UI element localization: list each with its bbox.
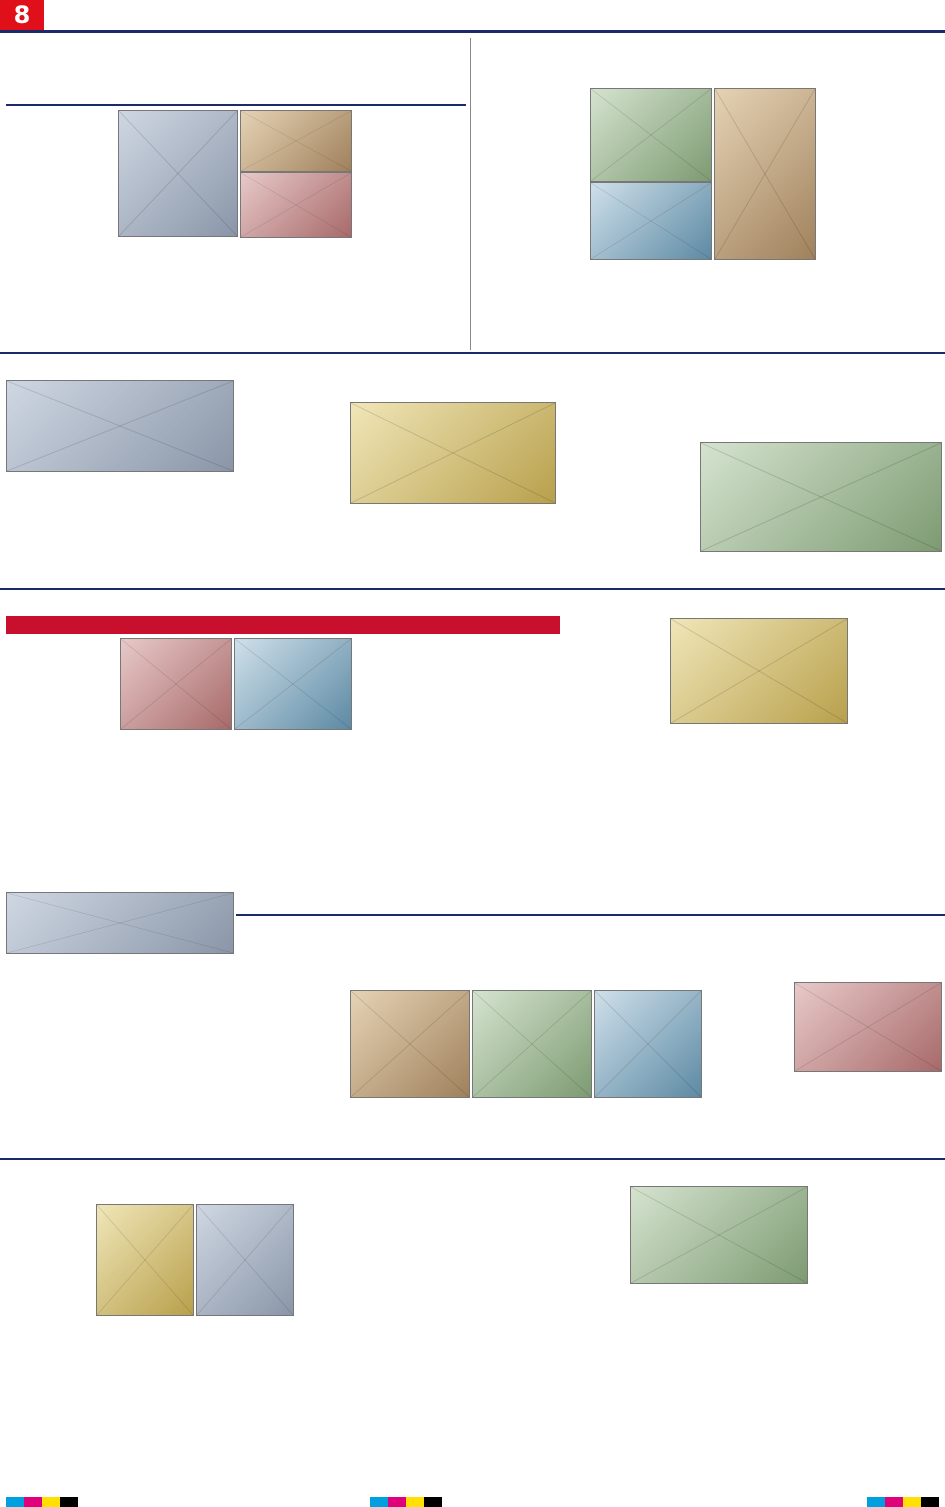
print-registration-center — [370, 1497, 442, 1507]
subheadline-a6 — [6, 616, 560, 634]
photo-a1-gathering — [240, 172, 352, 238]
photo-a9-honour — [472, 990, 592, 1098]
body-a6-col1 — [6, 638, 116, 838]
subheadline-a9 — [240, 970, 700, 986]
headline-a9 — [240, 918, 700, 968]
subheadline-a1 — [6, 112, 114, 172]
body-a10-col2 — [706, 1074, 940, 1156]
section-rule — [236, 914, 945, 916]
body-a9-col1 — [240, 990, 344, 1156]
photo-a6-rally — [234, 638, 352, 730]
body-a11-col1 — [6, 1204, 92, 1490]
headline-a6 — [6, 592, 560, 614]
page-header — [0, 0, 945, 33]
body-a2-col3 — [818, 88, 940, 350]
headline-a8 — [6, 842, 232, 876]
section-rule — [0, 352, 945, 354]
body-a6-col2 — [120, 732, 350, 836]
photo-a2-crowd — [590, 182, 712, 260]
body-a6-col3 — [354, 638, 454, 836]
body-a1-col2 — [118, 240, 350, 350]
headline-a1 — [6, 38, 466, 102]
body-a4-col2 — [350, 506, 554, 586]
headline-a11 — [6, 1162, 462, 1200]
body-a4-col3 — [558, 402, 694, 586]
photo-a6-akali-leaders — [120, 638, 232, 730]
photo-a9-kirtan — [350, 990, 470, 1098]
photo-a2-rally — [714, 88, 816, 260]
body-a3 — [6, 474, 232, 586]
column-rule — [470, 38, 471, 350]
page-number: 8 — [0, 0, 44, 30]
photo-a7-kirtan-darbar — [670, 618, 848, 724]
subheadline-a8 — [6, 878, 232, 890]
headline-a10 — [706, 918, 940, 978]
photo-a10-damaged-posters — [794, 982, 942, 1072]
photo-a8-press-conference — [6, 892, 234, 954]
photo-a3-meeting — [6, 380, 234, 472]
headline-a12 — [466, 1162, 940, 1182]
body-a12-col2 — [630, 1286, 806, 1490]
body-a9-col2 — [350, 1100, 700, 1156]
headline-a2 — [476, 38, 940, 66]
headline-a5 — [700, 358, 940, 408]
body-a2-col1 — [476, 88, 586, 350]
photo-a11-honour — [196, 1204, 294, 1316]
body-a8 — [6, 956, 232, 1156]
body-a7-col1 — [566, 618, 666, 736]
body-a7-col3 — [566, 740, 940, 912]
photo-a5-candidates — [700, 442, 942, 552]
section-rule — [0, 588, 945, 590]
subheadline-a5 — [700, 410, 940, 438]
photo-a1-speaker — [118, 110, 238, 237]
photo-a11-gurdwara — [96, 1204, 194, 1316]
headline-a4 — [240, 358, 694, 380]
print-registration-right — [867, 1497, 939, 1507]
section-rule — [0, 1158, 945, 1160]
photo-a12-supporters — [630, 1186, 808, 1284]
body-a2-col2 — [590, 262, 814, 350]
body-a13 — [810, 1186, 940, 1490]
subheadline-a4 — [240, 382, 694, 398]
subheadline-a12 — [466, 1186, 626, 1220]
photo-a4-eye-camp — [350, 402, 556, 504]
body-a7-col2 — [850, 618, 940, 736]
body-a1-col1 — [6, 176, 114, 351]
print-registration-left — [6, 1497, 78, 1507]
body-a6-col4 — [458, 638, 560, 836]
subheadline-a2 — [476, 68, 940, 84]
body-a4-col1 — [240, 402, 346, 586]
body-a12-col1 — [466, 1222, 626, 1490]
photo-a9-sangat — [594, 990, 702, 1098]
body-a11-col2 — [96, 1318, 292, 1490]
photo-a1-congregation — [240, 110, 352, 172]
body-a5 — [700, 554, 940, 586]
photo-a2-leaders — [590, 88, 712, 182]
body-a10-col1 — [706, 982, 790, 1070]
body-a1-col3 — [354, 110, 466, 350]
divider — [6, 104, 466, 106]
body-a11-col3 — [296, 1204, 462, 1490]
headline-a7 — [566, 592, 940, 614]
